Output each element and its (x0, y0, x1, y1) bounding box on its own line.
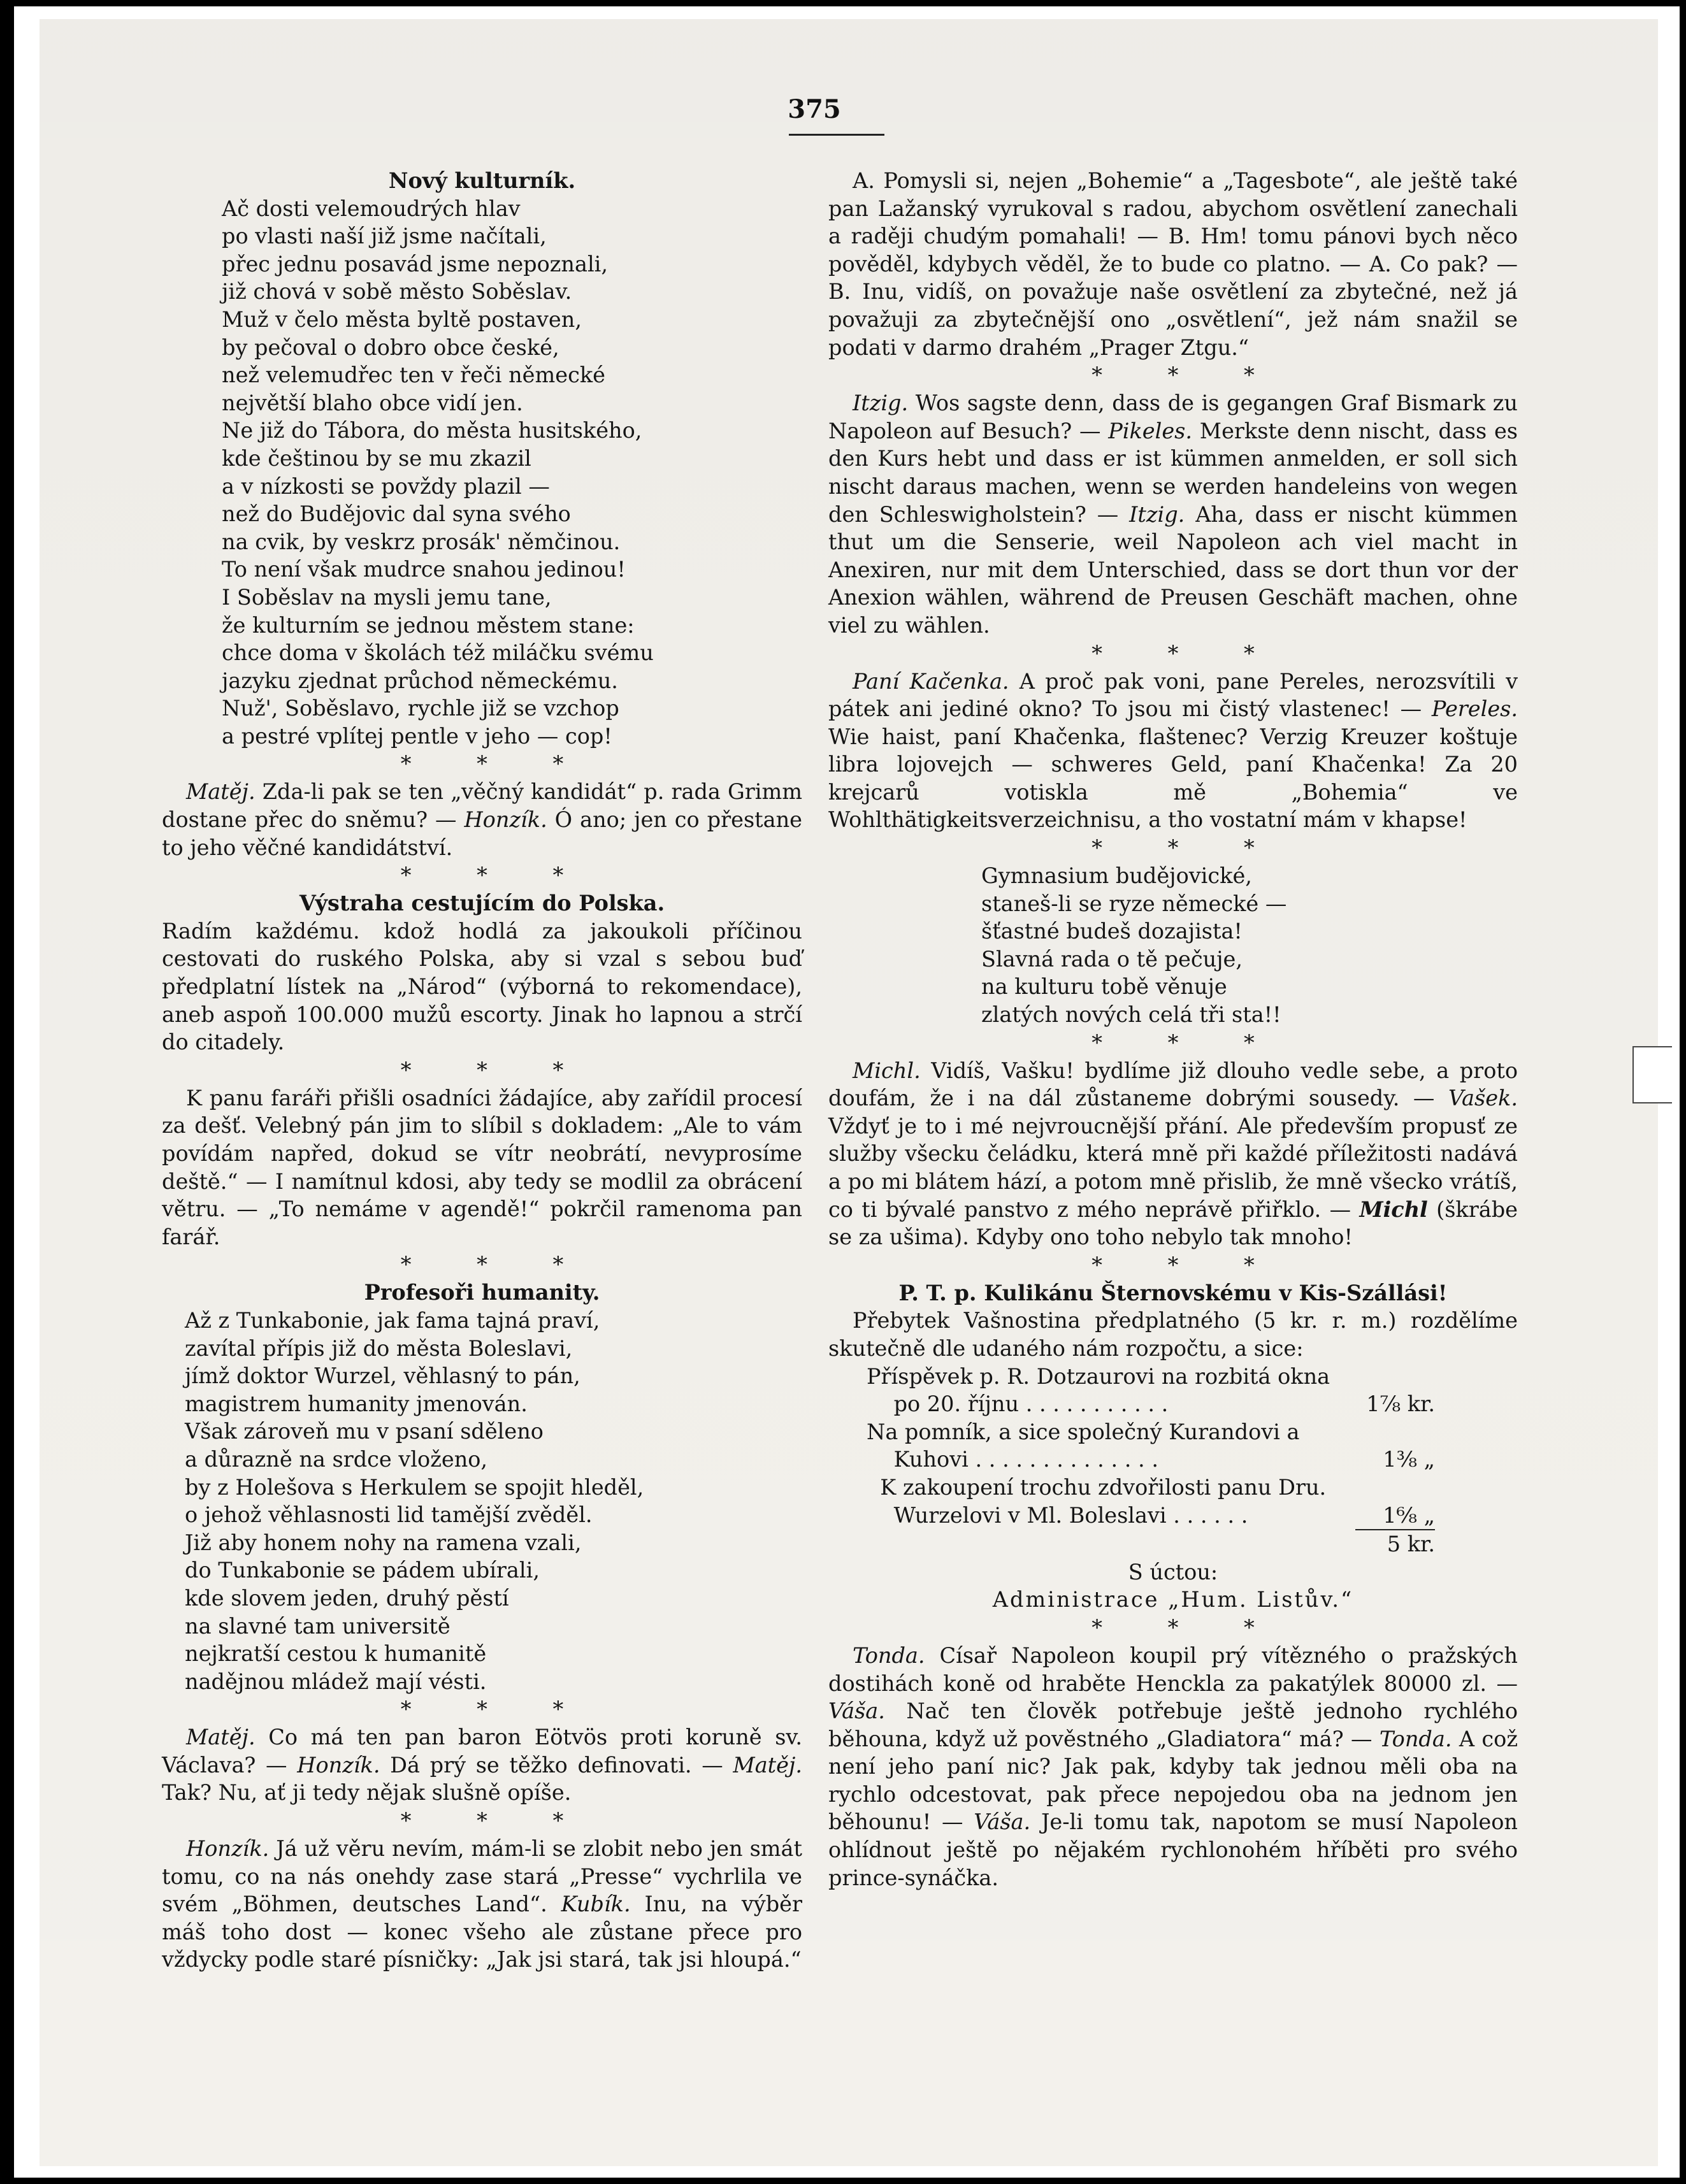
dialogue-matej-honzik-1: Matěj. Zda-li pak se ten „věčný kandidát“ p. rada Grimm dostane přec do sněmu? — Honzík. Ó ano; jen co přestane to jeho věčné kandidátství. (162, 779, 802, 860)
poem-line: by z Holešova s Herkulem se spojit hleděl, (185, 1474, 644, 1500)
poem-line: Muž v čelo města byltě postaven, (222, 306, 582, 332)
poem-line: staneš-li se ryze německé — (981, 891, 1287, 916)
paragraph-vystraha: Radím každému. kdož hodlá za jakoukoli příčinou cestovati do ruského Polska, aby si vzal s sebou buď předplatní lístek na „Národ“ (výborná to rekomendace), aneb aspoň 100.000 mužů escorty. Jinak ho lapnou a strčí do citadely. (162, 918, 802, 1055)
section-stars: * * * (1092, 363, 1284, 388)
signoff-administrace: Administrace „Hum. Listův.“ (992, 1587, 1354, 1613)
poem-line: na kulturu tobě věnuje (981, 974, 1227, 1000)
poem-line: o jehož věhlasnosti lid tamější zvěděl. (185, 1502, 593, 1528)
heading-novy-kulturnik: Nový kulturník. (388, 168, 576, 193)
poem-line: kde slovem jeden, druhý pěstí (185, 1585, 509, 1611)
poem-line: Až z Tunkabonie, jak fama tajná praví, (185, 1307, 600, 1333)
poem-line: než do Budějovic dal syna svého (222, 501, 571, 527)
ledger-row (867, 1390, 1518, 1418)
ledger-item: Na pomník, a sice společný Kurandovi a (867, 1419, 1300, 1444)
poem-line: chce doma v školách též miláčku svému (222, 640, 654, 666)
poem-line: že kulturním se jednou městem stane: (222, 612, 635, 638)
margin-tab (1632, 1046, 1672, 1103)
ledger-amount: 1⅜ „ (1383, 1447, 1435, 1472)
poem-line: nadějnou mládež mají vésti. (185, 1669, 487, 1694)
dialogue-itzig-pikeles: Itzig. Wos sagste denn, dass de is gegangen Graf Bismark zu Napoleon auf Besuch? — Pikeles. Merkste denn nischt, dass es den Kurs hebt und dass er ist kümmen anmelden, er soll sich nischt daraus machen, wenn se werden handeleins von wegen den Schleswigholstein? — Itzig. Aha, dass er nischt kümmen thut um die Senserie, weil Napoleon ach viel macht in Anexiren, nur mit dem Unterschied, dass se dort thun vor der Anexion wählen, während de Preusen Geschäft machen, ohne viel zu wählen. (828, 391, 1518, 638)
ledger-row (867, 1418, 1518, 1446)
poem-profesori (185, 1307, 802, 1695)
section-stars: * * * (400, 1808, 593, 1834)
page-number: 375 (788, 94, 841, 124)
ledger-row (867, 1502, 1518, 1530)
section-stars: * * * (400, 1252, 593, 1277)
section-stars: * * * (400, 863, 593, 888)
poem-line: nejkratší cestou k humanitě (185, 1641, 487, 1667)
ledger-amount: 1⁶⁄₈ „ (1383, 1502, 1435, 1528)
poem-line: než velemudřec ten v řeči německé (222, 363, 605, 388)
poem-line: by pečoval o dobro obce české, (222, 334, 559, 360)
poem-line: po vlasti naší již jsme načítali, (222, 224, 547, 249)
header-rule (789, 134, 884, 136)
section-stars: * * * (1092, 1030, 1284, 1055)
poem-line: zavítal přípis již do města Boleslavi, (185, 1335, 573, 1361)
poem-line: na cvik, by veskrz prosák' němčinou. (222, 529, 621, 554)
left-column (162, 167, 802, 1974)
poem-line: a důrazně na srdce vloženo, (185, 1446, 488, 1472)
section-stars: * * * (1092, 835, 1284, 861)
right-column (828, 167, 1518, 1892)
ledger-row (867, 1363, 1518, 1391)
dialogue-honzik-kubik: Honzík. Já už věru nevím, mám-li se zlobit nebo jen smát tomu, co na nás onehdy zase stará „Presse“ vychrlila ve svém „Böhmen, deutsches Land“. Kubík. Inu, na výběr máš toho dost — konec všeho ale zůstane přece pro vždycky podle staré písničky: „Jak jsi stará, tak jsi hloupá.“ (162, 1836, 802, 1972)
dialogue-tonda-vasa: Tonda. Císař Napoleon koupil prý vítězného o pražských dostihách koně od hraběte Henckla za pakatýlek 80000 zl. — Váša. Nač ten člověk potřebuje ještě jednoho rychlého běhouna, když už pověstného „Gladiatora“ má? — Tonda. A což není jeho paní nic? Jak pak, kdyby tak jednou měli oba na rychlo odcestovat, pak přece nepojedou oba na jednom jen běhounu! — Váša. Je-li tomu tak, napotom se musí Napoleon ohlídnout ještě po nějakém rychlonohém hříběti pro svého prince-synáčka. (828, 1642, 1518, 1890)
paragraph-farar: K panu faráři přišli osadníci žádajíce, aby zařídil procesí za dešť. Velebný pán jim to slíbil s dokladem: „Ale to vám povídám napřed, dokud se vítr neobrátí, nevyprosíme deště.“ — I namítnul kdosi, aby tedy se modlil za obrácení větru. — „To nemáme v agendě!“ pokrčil ramenoma pan farář. (162, 1085, 802, 1249)
poem-line: Nuž', Soběslavo, rychle již se vzchop (222, 696, 619, 721)
section-stars: * * * (400, 751, 593, 777)
signoff-s-uctou: S úctou: (1128, 1559, 1218, 1584)
poem-line: Však zároveň mu v psaní sděleno (185, 1419, 544, 1444)
poem-line: a v nízkosti se povždy plazil — (222, 473, 550, 499)
poem-line: Gymnasium budějovické, (981, 863, 1252, 889)
poem-line: a pestré vplítej pentle v jeho — cop! (222, 723, 612, 749)
poem-line: To není však mudrce snahou jedinou! (222, 557, 626, 582)
poem-line: do Tunkabonie se pádem ubírali, (185, 1558, 540, 1583)
budget-ledger (867, 1363, 1518, 1530)
ledger-total: 5 kr. (828, 1529, 1518, 1558)
poem-line: šťastné budeš dozajista! (981, 919, 1243, 944)
poem-line: jazyku zjednat průchod německému. (222, 668, 618, 693)
ledger-item: po 20. říjnu . . . . . . . . . . . (867, 1391, 1169, 1417)
ledger-row (867, 1446, 1518, 1474)
heading-profesori: Profesoři humanity. (364, 1280, 600, 1305)
ledger-item: Wurzelovi v Ml. Boleslavi . . . . . . (867, 1502, 1248, 1528)
paragraph-prebytek: Přebytek Vašnostina předplatného (5 kr. r. m.) rozdělíme skutečně dle udaného nám rozpočtu, a sice: (828, 1308, 1518, 1361)
section-stars: * * * (400, 1697, 593, 1722)
poem-line: již chová v sobě město Soběslav. (222, 279, 572, 305)
ledger-item: K zakoupení trochu zdvořilosti panu Dru. (867, 1474, 1327, 1500)
section-stars: * * * (1092, 1252, 1284, 1277)
dialogue-a-b: A. Pomysli si, nejen „Bohemie“ a „Tagesbote“, ale ještě také pan Lažanský vyrukoval s radou, abychom osvětlení zanechali a raději chudým pomahali! — B. Hm! tomu pánovi bych něco pověděl, kdybych věděl, že to bude co platno. — A. Co pak? — B. Inu, vidíš, on považuje naše osvětlení za zbytečné, než já považuji za zbytečnější ono „osvětlení“, jež nám snažil se podati v darmo drahém „Prager Ztgu.“ (828, 168, 1518, 360)
poem-line: kde češtinou by se mu zkazil (222, 445, 531, 471)
ledger-item: Příspěvek p. R. Dotzaurovi na rozbitá okna (867, 1363, 1330, 1389)
poem-gymnasium (981, 862, 1518, 1029)
poem-line: Ne již do Tábora, do města husitského, (222, 418, 642, 443)
ledger-row (867, 1474, 1518, 1502)
poem-line: I Soběslav na mysli jemu tane, (222, 584, 552, 610)
poem-line: Slavná rada o tě pečuje, (981, 946, 1243, 972)
heading-vystraha: Výstraha cestujícím do Polska. (299, 891, 665, 916)
section-stars: * * * (400, 1057, 593, 1082)
section-stars: * * * (1092, 640, 1284, 666)
poem-line: Ač dosti velemoudrých hlav (222, 196, 521, 221)
ledger-item: Kuhovi . . . . . . . . . . . . . . (867, 1447, 1159, 1472)
dialogue-michl-vasek: Michl. Vidíš, Vašku! bydlíme již dlouho vedle sebe, a proto doufám, že i na dál zůstaneme dobrými sousedy. — Vašek. Vždyť je to i mé nejvroucnější přání. Ale především propusť ze služby všecku čeládku, která mně při každé příležitosti nadává a po mi blátem hází, a potom mně přislib, že mně všecko vrátíš, co ti bývalé panstvo z mého neprávě přiřklo. — Michl (škrábe se za ušima). Kdyby ono toho nebylo tak mnoho! (828, 1058, 1518, 1250)
poem-novy-kulturnik (222, 195, 802, 751)
poem-line: přec jednu posavád jsme nepoznali, (222, 251, 609, 277)
poem-line: Již aby honem nohy na ramena vzali, (185, 1530, 582, 1555)
poem-line: největší blaho obce vidí jen. (222, 390, 523, 415)
dialogue-kacenka-pereles: Paní Kačenka. A proč pak voni, pane Pereles, nerozsvítili v pátek ani jediné okno? To jsou mi čistý vlastenec! — Pereles. Wie haist, paní Khačenka, flaštenec? Verzig Kreuzer koštuje libra lojovejch — schweres Geld, paní Khačenka! Za 20 krejcarů votiskla mě „Bohemia“ ve Wohlthätigkeitsverzeichnisu, a tho vostatní mám v khapse! (828, 668, 1518, 833)
heading-kulikanu: P. T. p. Kulikánu Šternovskému v Kis-Szállási! (898, 1280, 1448, 1305)
section-stars: * * * (1092, 1614, 1284, 1640)
poem-line: jímž doktor Wurzel, věhlasný to pán, (185, 1363, 580, 1389)
poem-line: magistrem humanity jmenován. (185, 1391, 528, 1416)
poem-line: zlatých nových celá tři sta!! (981, 1002, 1281, 1028)
poem-line: na slavné tam universitě (185, 1613, 450, 1639)
dialogue-matej-honzik-2: Matěj. Co má ten pan baron Eötvös proti koruně sv. Václava? — Honzík. Dá prý se těžko definovati. — Matěj. Tak? Nu, ať ji tedy nějak slušně opíše. (162, 1725, 802, 1806)
ledger-amount: 1⅞ kr. (1366, 1391, 1435, 1417)
